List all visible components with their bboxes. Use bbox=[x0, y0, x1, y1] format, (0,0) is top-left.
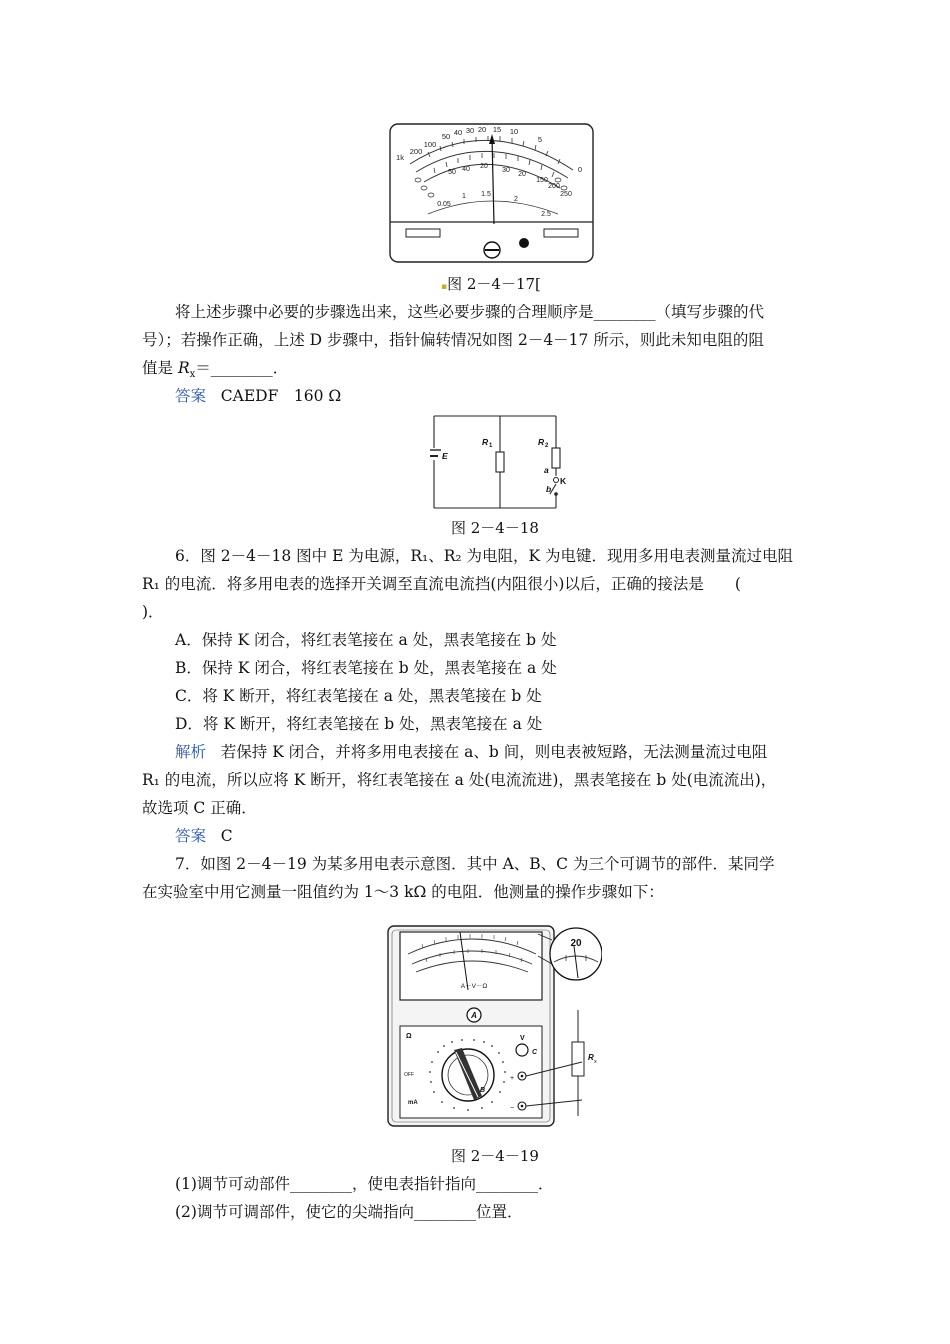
q6-analysis-2: R₁ 的电流，所以应将 K 断开，将红表笔接在 a 处(电流流进)，黑表笔接在 b 处(电流流出)， bbox=[142, 771, 777, 789]
q6-option-a: A．保持 K 闭合，将红表笔接在 a 处，黑表笔接在 b 处 bbox=[175, 631, 557, 649]
label-ma: mA bbox=[408, 1100, 418, 1106]
q6-analysis-1 bbox=[175, 742, 767, 762]
scale-top-label: 200 bbox=[409, 147, 423, 156]
figure-caption-text: 图 2－4－17[ bbox=[447, 275, 541, 293]
label-e: E bbox=[442, 451, 448, 461]
label-rx-sub: x bbox=[594, 1059, 597, 1065]
answer-label: 答案 bbox=[175, 827, 207, 845]
q5-line-3 bbox=[142, 358, 288, 385]
answer-label: 答案 bbox=[175, 387, 207, 405]
scale-top-label: 1k bbox=[396, 153, 404, 162]
label-b: b bbox=[546, 484, 552, 494]
q6-option-c: C．将 K 断开，将红表笔接在 a 处，黑表笔接在 b 处 bbox=[175, 687, 542, 705]
scale-low-label: 0.05 bbox=[437, 201, 451, 208]
q6-option-b: B．保持 K 闭合，将红表笔接在 b 处，黑表笔接在 a 处 bbox=[175, 659, 557, 677]
label-b: B bbox=[480, 1087, 486, 1094]
scale-mid-label: 30 bbox=[502, 167, 510, 174]
scale-mid-label: 200 bbox=[548, 183, 560, 190]
q7-step-1: (1)调节可动部件________，使电表指针指向________． bbox=[175, 1175, 554, 1193]
label-minus: − bbox=[510, 1105, 515, 1112]
scale-top-label: 50 bbox=[441, 132, 451, 141]
scale-low-label: 1.5 bbox=[481, 191, 491, 198]
scale-mid-label: 150 bbox=[536, 177, 548, 184]
figure-caption bbox=[441, 274, 541, 297]
scale-top-label: 30 bbox=[465, 126, 475, 135]
scale-low-label: 2 bbox=[514, 196, 518, 203]
scale-low-label: 2.5 bbox=[541, 211, 551, 218]
scale-mid-label: 250 bbox=[560, 191, 572, 198]
analysis-text: 若保持 K 闭合，并将多用电表接在 a、b 间，则电表被短路，无法测量流过电阻 bbox=[220, 743, 768, 761]
q5-line-1: 将上述步骤中必要的步骤选出来，这些必要步骤的合理顺序是________（填写步骤的代 bbox=[175, 303, 765, 321]
q6-analysis-3: 故选项 C 正确． bbox=[142, 799, 257, 817]
q7-line-1: 7．如图 2－4－19 为某多用电表示意图．其中 A、B、C 为三个可调节的部件．某同学 bbox=[175, 855, 775, 873]
scale-low-label: 1 bbox=[462, 193, 466, 200]
dot-mark: ▪ bbox=[441, 282, 448, 292]
q6-line-2: R₁ 的电流．将多用电表的选择开关调至直流电流挡(内阻很小)以后，正确的接法是 ( bbox=[142, 575, 741, 593]
q5-answer bbox=[175, 386, 341, 406]
label-rx: R bbox=[588, 1053, 594, 1062]
q6-option-d: D．将 K 断开，将红表笔接在 b 处，黑表笔接在 a 处 bbox=[175, 715, 543, 733]
label-a: A bbox=[471, 1011, 477, 1020]
scale-top-label: 0 bbox=[577, 165, 583, 174]
figure-caption: 图 2－4－19 bbox=[451, 1147, 539, 1165]
label-plus: + bbox=[510, 1075, 515, 1082]
zoom-label: 20 bbox=[570, 938, 582, 949]
label-k: K bbox=[560, 476, 567, 486]
label-c: C bbox=[532, 1049, 538, 1056]
answer-text: CAEDF 160 Ω bbox=[220, 387, 342, 405]
scale-mid-label: 20 bbox=[480, 163, 488, 170]
answer-text: C bbox=[220, 827, 233, 845]
q7-line-2: 在实验室中用它测量一阻值约为 1～3 kΩ 的电阻．他测量的操作步骤如下： bbox=[142, 883, 664, 901]
scale-top-label: 100 bbox=[423, 140, 437, 149]
scale-top-label: 40 bbox=[453, 128, 463, 137]
q6-line-1: 6．图 2－4－18 图中 E 为电源，R₁、R₂ 为电阻，K 为电键．现用多用电表测量流过电阻 bbox=[175, 547, 794, 565]
label-r1: R bbox=[482, 437, 489, 447]
label-v: V bbox=[520, 1035, 525, 1042]
q5-line-3-pre: 值是 bbox=[142, 359, 178, 377]
label-omega: Ω bbox=[406, 1033, 412, 1040]
q5-line-2: 号）；若操作正确，上述 D 步骤中，指针偏转情况如图 2－4－17 所示，则此未知电阻的阻 bbox=[142, 331, 764, 349]
q7-step-2: (2)调节可调部件，使它的尖端指向________位置． bbox=[175, 1203, 523, 1221]
scale-mid-label: 20 bbox=[518, 171, 526, 178]
scale-top-label: 5 bbox=[537, 135, 543, 144]
figure-2-4-18-circuit bbox=[430, 412, 570, 512]
figure-2-4-17-meter bbox=[388, 122, 596, 267]
label-off: OFF bbox=[404, 1072, 414, 1078]
scale-mid-label: 50 bbox=[448, 169, 456, 176]
scale-top-label: 20 bbox=[477, 125, 487, 134]
analysis-label: 解析 bbox=[175, 743, 207, 761]
dial-label: A－V－Ω bbox=[460, 983, 488, 990]
label-r2: R bbox=[538, 437, 545, 447]
q5-var-r: R bbox=[177, 359, 190, 377]
q6-answer bbox=[175, 826, 233, 846]
q5-var-sub: x bbox=[189, 369, 196, 381]
label-a: a bbox=[544, 465, 549, 475]
scale-top-label: 10 bbox=[509, 127, 519, 136]
scale-top-label: 15 bbox=[492, 125, 502, 134]
figure-2-4-19-multimeter bbox=[382, 920, 602, 1132]
q5-line-3-post: ＝________． bbox=[195, 359, 289, 377]
q6-line-3: )． bbox=[142, 603, 164, 621]
label-r2-sub: 2 bbox=[545, 443, 549, 449]
scale-mid-label: 40 bbox=[462, 166, 470, 173]
label-r1-sub: 1 bbox=[489, 443, 493, 449]
figure-caption: 图 2－4－18 bbox=[451, 519, 539, 537]
